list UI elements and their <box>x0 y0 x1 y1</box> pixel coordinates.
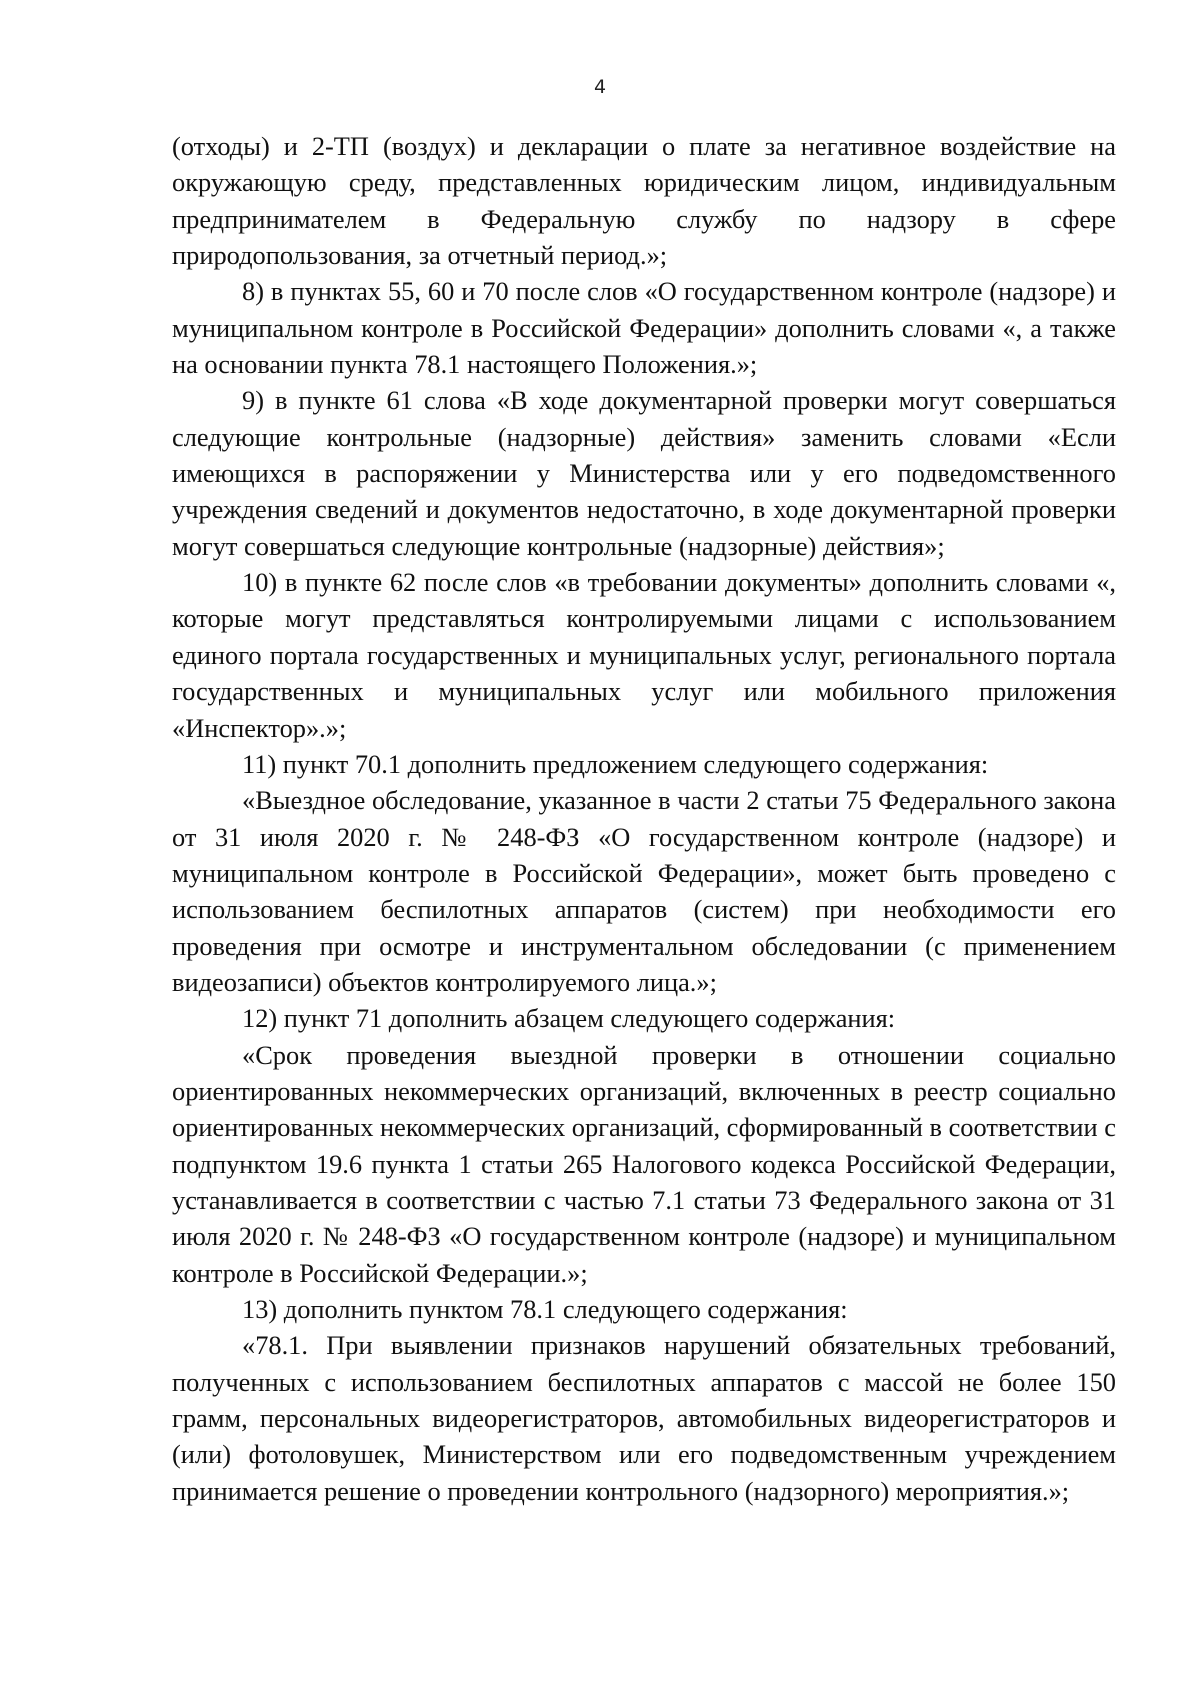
paragraph-item-13-quote: «78.1. При выявлении признаков нарушений обязательных требований, полученных с использованием беспилотных аппаратов с массой не более 150 грамм, персональных видеорегистраторов, автомобильных видеорегистраторов и (или) фотоловушек, Министерством или его подведомственным учреждением принимается решение о проведении контрольного (надзорного) мероприятия.»; <box>172 1330 1116 1506</box>
paragraph-continuation: (отходы) и 2-ТП (воздух) и декларации о плате за негативное воздействие на окружающую среду, представленных юридическим лицом, индивидуальным предпринимателем в Федеральную службу по надзору в сфере природопользования, за отчетный период.»; <box>172 131 1116 271</box>
paragraph-item-11-quote: «Выездное обследование, указанное в части 2 статьи 75 Федерального закона от 31 июля 2020 г. № 248-ФЗ «О государственном контроле (надзоре) и муниципальном контроле в Российской Федерации», может быть проведено с использованием беспилотных аппаратов (систем) при необходимости его проведения при осмотре и инструментальном обследовании (с применением видеозаписи) объектов контролируемого лица.»; <box>172 785 1116 997</box>
paragraph-item-10: 10) в пункте 62 после слов «в требовании документы» дополнить словами «, которые могут представляться контролируемыми лицами с использованием единого портала государственных и муниципальных услуг, регионального портала государственных и муниципальных услуг или мобильного приложения «Инспектор».»; <box>172 567 1116 743</box>
paragraph-item-13: 13) дополнить пунктом 78.1 следующего содержания: <box>242 1294 848 1324</box>
paragraph-item-9: 9) в пункте 61 слова «В ходе документарной проверки могут совершаться следующие контрольные (надзорные) действия» заменить словами «Если имеющихся в распоряжении у Министерства или у его подведомственного учреждения сведений и документов недостаточно, в ходе документарной проверки могут совершаться следующие контрольные (надзорные) действия»; <box>172 385 1116 561</box>
paragraph-item-11: 11) пункт 70.1 дополнить предложением следующего содержания: <box>242 748 989 779</box>
document-body <box>172 128 1116 1509</box>
page-number: 4 <box>593 76 607 98</box>
paragraph-item-12-quote: «Срок проведения выездной проверки в отношении социально ориентированных некоммерческих организаций, включенных в реестр социально ориентированных некоммерческих организаций, сформированный в соответствии с подпунктом 19.6 пункта 1 статьи 265 Налогового кодекса Российской Федерации, устанавливается в соответствии с частью 7.1 статьи 73 Федерального закона от 31 июля 2020 г. № 248-ФЗ «О государственном контроле (надзоре) и муниципальном контроле в Российской Федерации.»; <box>172 1039 1116 1288</box>
paragraph-item-8: 8) в пунктах 55, 60 и 70 после слов «О государственном контроле (надзоре) и муниципальном контроле в Российской Федерации» дополнить словами «, а также на основании пункта 78.1 настоящего Положения.»; <box>172 276 1116 380</box>
paragraph-item-12: 12) пункт 71 дополнить абзацем следующего содержания: <box>242 1003 896 1034</box>
